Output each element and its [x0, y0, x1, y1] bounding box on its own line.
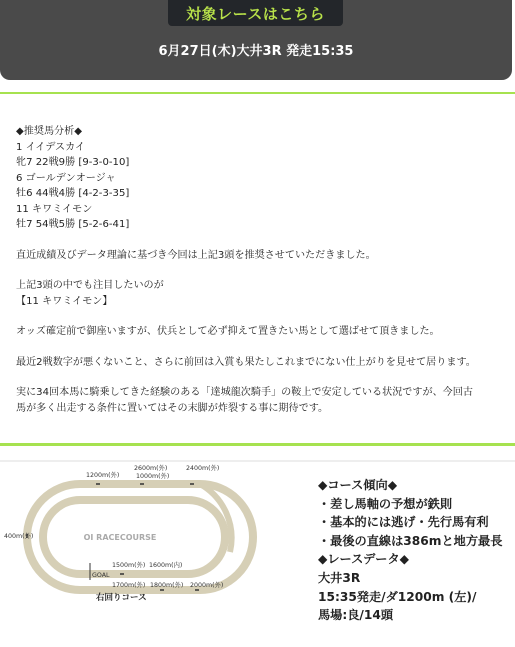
- paragraph-odds: オッズ確定前で御座いますが、伏兵として必ず抑えて置きたい馬として選ばせて頂きました。: [16, 326, 440, 337]
- course-trend-panel: [318, 476, 513, 625]
- course-map: [0, 462, 300, 612]
- trend-item-1: ・差し馬軸の予想が鉄則: [318, 496, 453, 511]
- race-name: 大井3R: [318, 570, 361, 585]
- race-info: 6月27日(木)大井3R 発走15:35: [158, 44, 354, 59]
- analysis-panel: [0, 92, 515, 446]
- horse-1-record: 牝7 22戦9勝 [9-3-0-10]: [16, 157, 130, 168]
- target-race-title: 対象レースはこちら: [186, 4, 325, 23]
- marker-2000: 2000m(外): [190, 582, 224, 589]
- trend-item-3: ・最後の直線は386mと地方最長: [318, 533, 503, 548]
- marker-1800: 1800m(外): [150, 582, 184, 589]
- horse-2-record: 牡6 44戦4勝 [4-2-3-35]: [16, 188, 130, 199]
- course-name-label: OI RACECOURSE: [83, 533, 157, 542]
- race-header-card: [0, 0, 512, 80]
- target-race-badge[interactable]: [168, 0, 343, 26]
- horse-1-name: 1 イイデスカイ: [16, 141, 85, 153]
- marker-2600: 2600m(外): [134, 465, 168, 472]
- race-condition: 馬場:良/14頭: [318, 608, 394, 623]
- paragraph-recent: 最近2戦数字が悪くないこと、さらに前回は入賞も果たしこれまでにない仕上がりを見せて居ります。: [16, 356, 476, 368]
- course-direction-caption: 右回りコース: [96, 593, 147, 603]
- trend-heading: ◆コース傾向◆: [318, 478, 398, 492]
- marker-1200: 1200m(外): [86, 472, 120, 479]
- marker-1500: 1500m(外): [112, 562, 146, 569]
- marker-1700: 1700m(外): [112, 582, 146, 589]
- recommend-text: 直近成績及びデータ理論に基づき今回は上記3頭を推奨させていただきました。: [16, 249, 376, 261]
- horse-3-record: 牡7 54戦5勝 [5-2-6-41]: [16, 219, 130, 230]
- trend-item-2: ・基本的には逃げ・先行馬有利: [318, 515, 489, 530]
- horse-3-name: 11 キワミイモン: [16, 203, 93, 215]
- horse-2-name: 6 ゴールデンオージャ: [16, 172, 116, 184]
- course-map-svg: [0, 462, 300, 612]
- marker-1600: 1600m(内): [149, 562, 183, 569]
- analysis-text: [16, 124, 511, 416]
- analysis-heading: ◆推奨馬分析◆: [16, 126, 82, 137]
- focus-horse: 【11 キワミイモン】: [16, 295, 113, 307]
- paragraph-jockey-2: 馬が多く出走する条件に置いてはその末脚が炸裂する事に期待です。: [16, 402, 329, 414]
- marker-400: 400m(外): [4, 533, 34, 540]
- paragraph-jockey-1: 実に34回本馬に騎乗してきた経験のある「達城龍次騎手」の鞍上で安定している状況ですが、今回古: [16, 387, 473, 398]
- marker-2400: 2400m(外): [186, 465, 220, 472]
- focus-intro: 上記3頭の中でも注目したいのが: [16, 280, 164, 291]
- marker-1000: 1000m(外): [136, 473, 170, 480]
- marker-goal: GOAL: [92, 572, 110, 579]
- race-data-heading: ◆レースデータ◆: [318, 552, 410, 567]
- race-start: 15:35発走/ダ1200m (左)/: [318, 589, 477, 604]
